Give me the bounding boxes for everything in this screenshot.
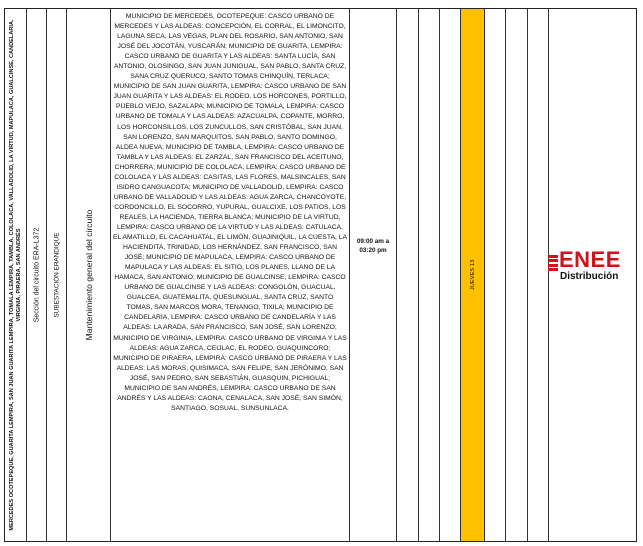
empty-cell — [485, 9, 506, 541]
work-type-text: Mantenimiento general del circuito — [83, 209, 94, 341]
day-text: JUEVES 13 — [469, 259, 476, 291]
enee-logo — [548, 247, 633, 284]
substation-cell — [47, 9, 67, 541]
logo-subtitle: Distribución — [560, 271, 619, 282]
logo-stripes-icon — [548, 255, 558, 275]
empty-cell — [397, 9, 419, 541]
outage-table-row — [4, 8, 637, 542]
empty-cell — [506, 9, 528, 541]
hours-cell — [350, 9, 397, 541]
affected-places-text: MERCEDES OCOTEPEQUE, GUARITA LEMPIRA, SAN JUAN GUARITA LEMPIRA, TOMALA LEMPIRA, TAMBLA, COLOLACA, VALLADOLID, LA VIRTUD, MAPULACA, GUALCINSE, CANDELARIA, VIRGINIA, PIRAERA, SAN ANDRÉS — [8, 19, 22, 531]
empty-cell — [440, 9, 461, 541]
description-text: MUNICIPIO DE MERCEDES, OCOTEPEQUE: CASCO URBANO DE MERCEDES Y LAS ALDEAS: CONCEPCIÓN, EL CORRAL, EL LIMONCITO, LAGUNA SECA, LAS VEGAS, PLAN DEL ROSARIO, SAN ANTONIO, SAN JOSÉ DEL JOCOTÁN, YUSCARÁN; MUNICIPIO DE GUARITA, LEMPIRA: CASCO URBANO DE GUARITA Y LAS ALDEAS: SANTA LUCÍA, SAN ANTONIO, OLOSINGO, SAN JUAN JUNIGUAL, SAN PABLO, SANTA CRUZ, SANA CRUZ QUERUCO, SANTO TOMAS CHINQUÍN, TERLACA; MUNICIPIO DE SAN JUAN GUARITA, LEMPIRA: CASCO URBANO DE SAN JUAN GUARITA Y LAS ALDEAS: EL RODEO, LOS HORCONES, PORTILLO, PUEBLO VIEJO, SAZALAPA; MUNICIPIO DE TOMALA, LEMPIRA: CASCO URBANO DE TOMALA Y LAS ALDEAS: AZACUALPA, COPANTE, MORRO, LOS HORCONSILLOS, LOS ZUNCULLOS, SAN CRISTÓBAL, SAN JUAN, SAN LORENZO, SAN MARQUITOS, SAN PABLO, SANTO DOMINGO, ALDEA NUEVA; MUNICIPIO DE TAMBLA, LEMPIRA: CASCO URBANO DE TAMBLA Y LAS ALDEAS: EL ZARZAL, SAN FRANCISCO DEL ACEITUNO, CHORRERA; MUNICIPIO DE COLOLACA, LEMPIRA: CASCO URBANO DE COLOLACA Y LAS ALDEAS: CASITAS, LAS FLORES, MALSINCALES, SAN ISIDRO CANGUACOTA; MUNICIPIO DE VALLADOLID, LEMPIRA: CASCO URBANO DE VALLADOLID Y LAS ALDEAS: AGUA ZARCA, CHANCOYOTE, CORDONCILLO, EL SOCORRO, YUPURAL, GUALCIXE, LOS PATIOS, LOS REALES, LA HACIENDA, TIERRA BLANCA; MUNICIPIO DE LA VIRTUD, LEMPIRA: CASCO URBANO DE LA VIRTUD Y LAS ALDEAS: CATULACA, EL AMATILLO, EL CACAHUATAL, EL LIMÓN, GUAJINIQUIL, LA CUESTA, LA HACIENDITA, TRINIDAD, LOS HERNÁNDEZ, SAN FRANCISCO, SAN JOSÉ; MUNICIPIO DE MAPULACA, LEMPIRA: CASCO URBANO DE MAPULACA Y LAS ALDEAS: EL SITIO, LOS PLANES, LLANO DE LA HAMACA, SAN ANTONIO; MUNICIPIO DE GUALCINSE, LEMPIRA: CASCO URBANO DE GUALCINSE Y LAS ALDEAS: CONGOLÓN, GUACUAL, GUALCEA, GUATEMALITA, QUESUNGUAL, SANTA CRUZ, SANTO TOMAS, SAN MARCOS MORA, TENANGO, TIXILA; MUNICIPIO DE CANDELARIA, LEMPIRA: CASCO URBANO DE CANDELARÍA Y LAS ALDEAS: LA ARADA, SAN FRANCISCO, SAN JOSÉ, SAN LORENZO; MUNICIPIO DE VIRGINIA, LEMPIRA: CASCO URBANO DE VIRGINIA Y LAS ALDEAS: AGUA ZARCA, CEIJLAC, EL RODEO, GUAQUINCORO; MUNICIPIO DE PIRAERA, LEMPIRA: CASCO URBANO DE PIRAERA Y LAS ALDEAS: LAS MORAS, QUISIMACA, SAN FELIPE, SAN JERÓNIMO, SAN JOSÉ, SAN PEDRO, SAN SEBASTIÁN, GUASQUIN, PICHIGUAL; MUNICIPIO DE SAN ANDRÉS, LEMPIRA: CASCO URBANO DE SAN ANDRÉS Y LAS ALDEAS: CAONA, CENALACA, SAN JOSÉ, SAN SIMÓN, SANTIAGO, SOSUAL, SUNSUNLACA. — [113, 13, 347, 412]
substation-text: SUBESTACIÓN ERANDIQUE — [53, 232, 60, 318]
work-type-cell — [67, 9, 111, 541]
circuit-text: Sección del circuito ERA-L372 — [33, 227, 40, 323]
circuit-cell — [27, 9, 47, 541]
affected-places-cell — [5, 9, 27, 541]
description-cell — [111, 9, 350, 541]
hours-text: 09:00 am a 03:20 pm — [356, 238, 390, 254]
day-cell — [461, 9, 485, 541]
empty-cell — [419, 9, 440, 541]
empty-cell — [528, 9, 549, 541]
logo-word: ENEE — [559, 247, 621, 272]
